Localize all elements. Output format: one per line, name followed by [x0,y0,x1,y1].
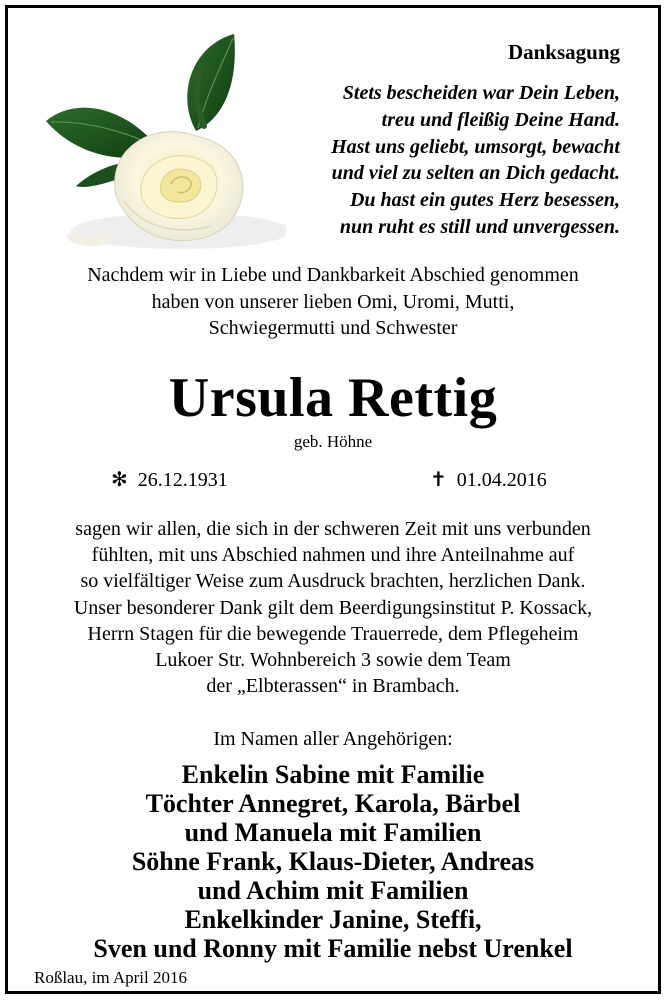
notice-heading: Danksagung [507,40,620,64]
family-line: und Manuela mit Familien [184,818,482,847]
poem-line: und viel zu selten an Dich gedacht. [331,162,620,185]
thanks-line: Unser besonderer Dank gilt dem Beerdigungsinstitut P. Kossack, [73,596,593,619]
thanks-line: der „Elbterassen“ in Brambach. [206,675,460,698]
notice-frame [5,5,661,994]
thanks-line: sagen wir allen, die sich in der schweren Zeit mit uns verbunden [75,518,591,540]
thanks-line: fühlten, mit uns Abschied nahmen und ihre Anteilnahme auf [91,544,575,567]
cross-icon: ✝ [430,469,447,491]
birth-star-icon: ✻ [111,469,128,491]
poem-line: Hast uns geliebt, umsorgt, bewacht [331,135,620,158]
family-line: Enkelin Sabine mit Familie [181,760,485,789]
poem-line: Du hast ein gutes Herz besessen, [349,189,620,212]
family-line: Söhne Frank, Klaus-Dieter, Andreas [131,847,535,876]
birth-date-group [111,467,228,492]
maiden-name: geb. Höhne [293,432,373,451]
thanks-text [8,516,658,699]
deceased-name: Ursula Rettig [168,367,498,429]
birth-date: 26.12.1931 [137,469,228,491]
poem-line: treu und fleißig Deine Hand. [381,108,620,131]
poem [240,80,620,241]
intro-line: haben von unserer lieben Omi, Uromi, Mutti, [151,290,515,313]
family-line: Sven und Ronny mit Familie nebst Urenkel [93,934,573,963]
poem-line: nun ruht es still und unvergessen. [339,215,620,238]
thanks-line: Herrn Stagen für die bewegende Trauerrede, dem Pflegeheim [87,622,579,645]
intro-text [8,262,658,342]
intro-line: Nachdem wir in Liebe und Dankbarkeit Abschied genommen [87,264,579,286]
on-behalf-label: Im Namen aller Angehörigen: [213,728,453,750]
thanks-line: Lukoer Str. Wohnbereich 3 sowie dem Team [155,649,511,672]
family-line: Töchter Annegret, Karola, Bärbel [145,789,521,818]
place-date: Roßlau, im April 2016 [34,968,187,987]
intro-line: Schwiegermutti und Schwester [208,317,458,339]
family-line: Enkelkinder Janine, Steffi, [184,905,482,934]
thanks-line: so vielfältiger Weise zum Ausdruck brachten, herzlichen Dank. [80,570,586,593]
poem-line: Stets bescheiden war Dein Leben, [342,82,620,104]
death-date-group [430,467,547,492]
family-line: und Achim mit Familien [197,876,469,905]
death-date: 01.04.2016 [456,469,547,491]
family-list [8,760,658,963]
